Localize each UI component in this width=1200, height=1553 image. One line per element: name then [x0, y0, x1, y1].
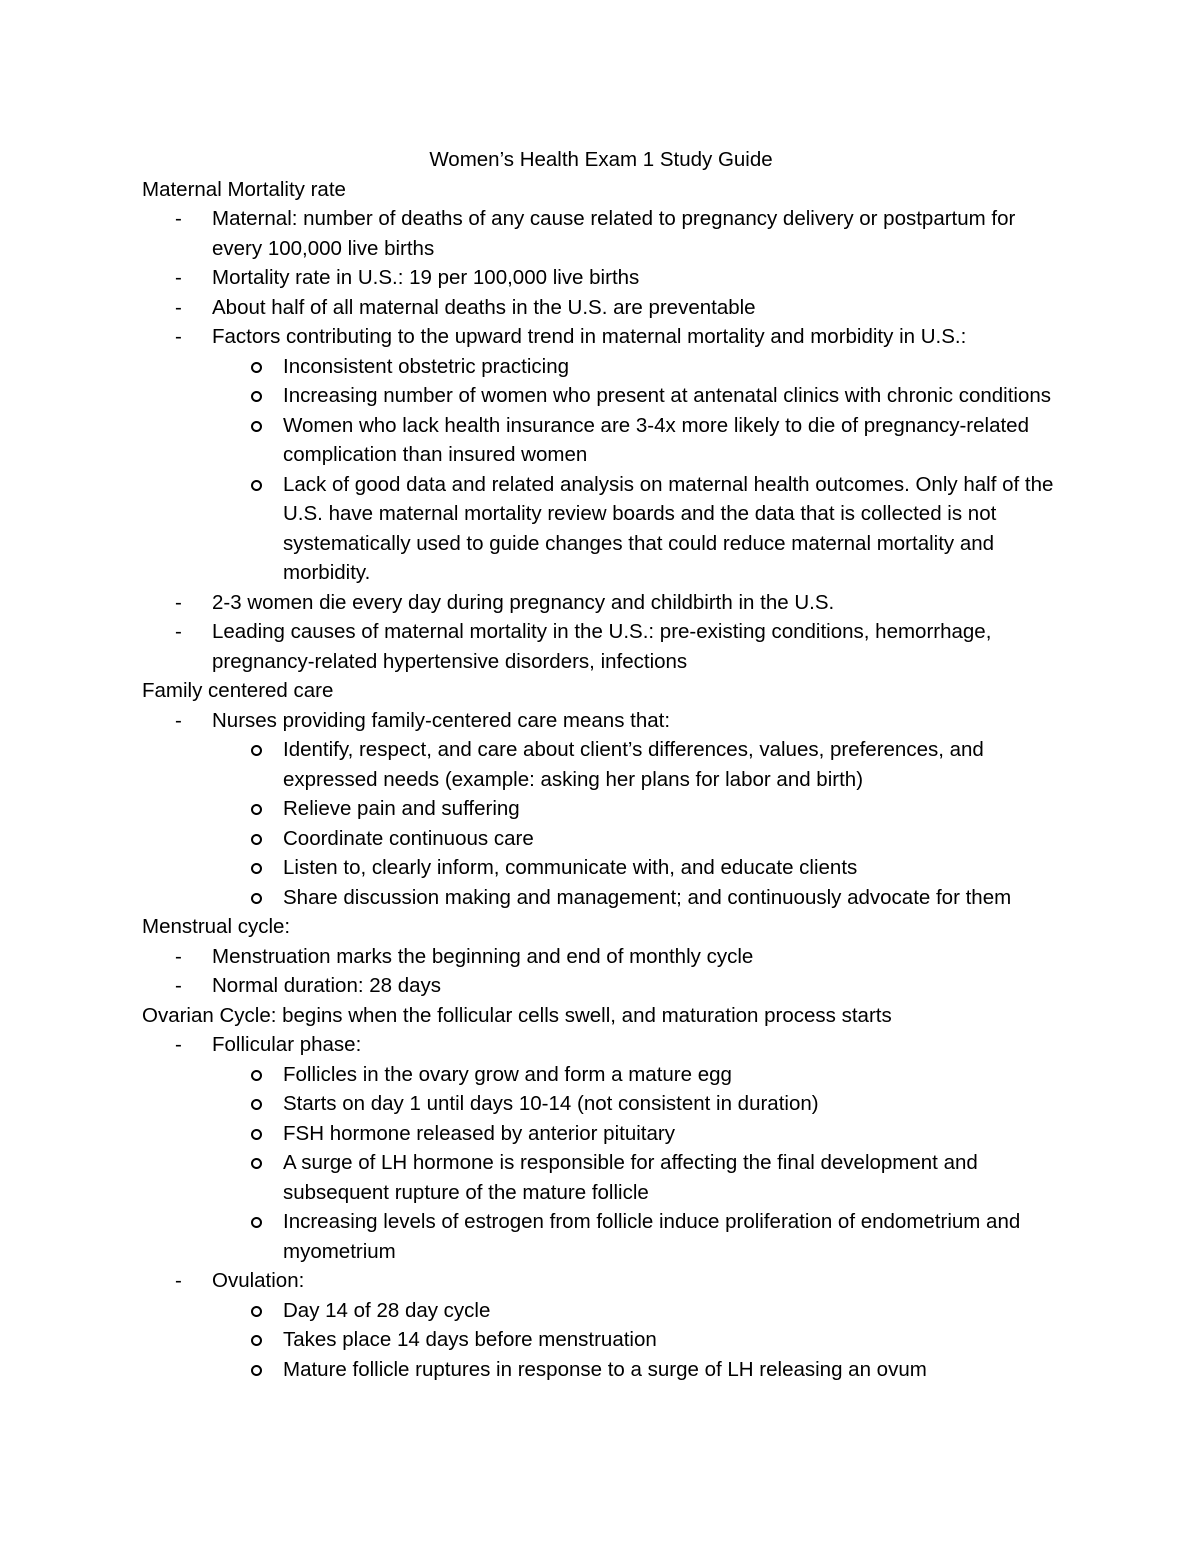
list-item-text: Menstruation marks the beginning and end of monthly cycle — [212, 944, 754, 968]
list-item-text: Nurses providing family-centered care means that: — [212, 708, 671, 732]
list-item-text: About half of all maternal deaths in the U.S. are preventable — [212, 295, 756, 319]
dash-list — [142, 942, 1060, 1001]
circle-bullet-icon — [251, 362, 262, 373]
dash-bullet-icon: - — [175, 207, 182, 230]
dash-bullet-icon: - — [175, 266, 182, 289]
sub-list-item — [283, 352, 1060, 382]
list-item — [175, 293, 1060, 323]
sub-list-item-text: Increasing number of women who present at antenatal clinics with chronic conditions — [283, 384, 1052, 407]
sub-list-item — [283, 470, 1060, 588]
list-item-text: Factors contributing to the upward trend in maternal mortality and morbidity in U.S.: — [212, 325, 967, 348]
list-item — [175, 617, 1060, 676]
list-item-text: Follicular phase: — [212, 1033, 362, 1056]
list-item — [175, 1030, 1060, 1266]
list-item-text: Ovulation: — [212, 1269, 305, 1292]
sub-list-item — [283, 1355, 1060, 1385]
circle-bullet-icon — [251, 391, 262, 402]
sub-list-item-text: Starts on day 1 until days 10-14 (not consistent in duration) — [283, 1092, 819, 1115]
circle-list — [212, 735, 1060, 912]
circle-list — [212, 352, 1060, 588]
sub-list-item-text: Follicles in the ovary grow and form a mature egg — [283, 1062, 732, 1086]
sub-list-item — [283, 381, 1060, 411]
document-body — [142, 145, 1060, 1384]
dash-bullet-icon: - — [175, 295, 182, 319]
circle-bullet-icon — [251, 804, 262, 815]
list-item-text: Normal duration: 28 days — [212, 974, 442, 997]
sub-list-item-text: Coordinate continuous care — [283, 826, 534, 850]
sub-list-item — [283, 794, 1060, 824]
list-item-text: 2-3 women die every day during pregnancy and childbirth in the U.S. — [212, 590, 835, 614]
list-item — [175, 322, 1060, 588]
circle-bullet-icon — [251, 421, 262, 432]
circle-list — [212, 1296, 1060, 1385]
section-heading: Ovarian Cycle: begins when the follicular cells swell, and maturation process starts — [142, 1003, 892, 1027]
sub-list-item-text: A surge of LH hormone is responsible for affecting the final development and subsequent rupture of the mature follicle — [283, 1151, 978, 1204]
dash-bullet-icon: - — [175, 974, 182, 997]
sub-list-item — [283, 1148, 1060, 1207]
section-heading: Family centered care — [142, 679, 334, 702]
sub-list-item — [283, 1296, 1060, 1326]
sub-list-item — [283, 883, 1060, 913]
section-heading: Maternal Mortality rate — [142, 177, 346, 201]
sub-list-item-text: Women who lack health insurance are 3-4x more likely to die of pregnancy-related complication than insured women — [283, 413, 1029, 466]
circle-bullet-icon — [251, 893, 262, 904]
sub-list-item — [283, 824, 1060, 854]
dash-bullet-icon: - — [175, 1269, 182, 1292]
page-title: Women’s Health Exam 1 Study Guide — [429, 148, 773, 171]
list-item — [175, 971, 1060, 1001]
circle-bullet-icon — [251, 1158, 262, 1169]
sections-container — [142, 175, 1060, 1385]
circle-bullet-icon — [251, 1129, 262, 1140]
sub-list-item — [283, 411, 1060, 470]
list-item — [175, 204, 1060, 263]
circle-bullet-icon — [251, 1217, 262, 1228]
list-item-text: Mortality rate in U.S.: 19 per 100,000 live births — [212, 266, 640, 289]
circle-bullet-icon — [251, 1365, 262, 1376]
circle-bullet-icon — [251, 745, 262, 756]
circle-bullet-icon — [251, 834, 262, 845]
dash-bullet-icon: - — [175, 708, 182, 732]
circle-bullet-icon — [251, 1070, 262, 1081]
sub-list-item — [283, 1119, 1060, 1149]
dash-bullet-icon: - — [175, 620, 182, 643]
sub-list-item-text: Share discussion making and management; and continuously advocate for them — [283, 885, 1012, 909]
sub-list-item — [283, 1207, 1060, 1266]
circle-bullet-icon — [251, 1306, 262, 1317]
list-item — [175, 1266, 1060, 1384]
sub-list-item-text: Takes place 14 days before menstruation — [283, 1328, 657, 1351]
circle-bullet-icon — [251, 1099, 262, 1110]
circle-bullet-icon — [251, 863, 262, 874]
sub-list-item — [283, 853, 1060, 883]
dash-bullet-icon: - — [175, 590, 182, 614]
dash-bullet-icon: - — [175, 1033, 182, 1056]
sub-list-item — [283, 735, 1060, 794]
dash-list — [142, 706, 1060, 913]
list-item-text: Maternal: number of deaths of any cause related to pregnancy delivery or postpartum for every 100,000 live births — [212, 207, 1016, 260]
list-item — [175, 942, 1060, 972]
sub-list-item-text: Mature follicle ruptures in response to a surge of LH releasing an ovum — [283, 1357, 927, 1381]
circle-list — [212, 1060, 1060, 1267]
sub-list-item-text: FSH hormone released by anterior pituitary — [283, 1121, 675, 1145]
list-item-text: Leading causes of maternal mortality in the U.S.: pre-existing conditions, hemorrhage, pregnancy-related hypertensive disorders, infections — [212, 620, 992, 673]
sub-list-item-text: Identify, respect, and care about client’s differences, values, preferences, and expressed needs (example: asking her plans for labor and birth) — [283, 738, 984, 791]
dash-list — [142, 1030, 1060, 1384]
sub-list-item — [283, 1089, 1060, 1119]
dash-list — [142, 204, 1060, 676]
sub-list-item-text: Listen to, clearly inform, communicate with, and educate clients — [283, 856, 858, 879]
sub-list-item-text: Lack of good data and related analysis on maternal health outcomes. Only half of the U.S. have maternal mortality review boards and the data that is collected is not systematically used to guide changes that could reduce maternal mortality and morbidity. — [283, 472, 1054, 584]
list-item — [175, 263, 1060, 293]
sub-list-item-text: Relieve pain and suffering — [283, 797, 520, 820]
dash-bullet-icon: - — [175, 944, 182, 968]
sub-list-item-text: Day 14 of 28 day cycle — [283, 1298, 491, 1322]
sub-list-item — [283, 1325, 1060, 1355]
list-item — [175, 706, 1060, 913]
circle-bullet-icon — [251, 480, 262, 491]
sub-list-item-text: Increasing levels of estrogen from follicle induce proliferation of endometrium and myometrium — [283, 1210, 1021, 1263]
sub-list-item — [283, 1060, 1060, 1090]
list-item — [175, 588, 1060, 618]
section-heading: Menstrual cycle: — [142, 915, 291, 938]
dash-bullet-icon: - — [175, 325, 182, 348]
sub-list-item-text: Inconsistent obstetric practicing — [283, 354, 569, 378]
circle-bullet-icon — [251, 1335, 262, 1346]
